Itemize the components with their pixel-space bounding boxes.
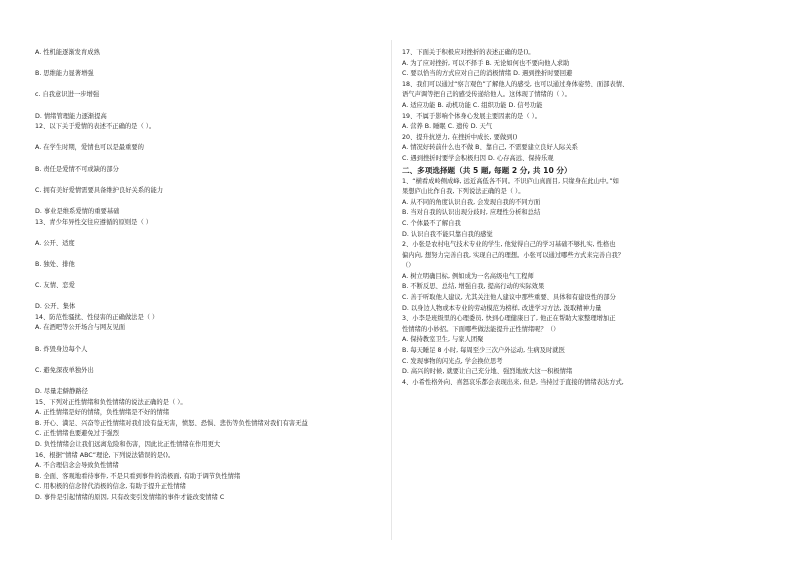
text-line: 1、“横看成岭侧成峰, 远近高低各不同。不识庐山真面目, 只缘身在此山中。”如	[402, 177, 619, 185]
text-line: C. 要以恰当的方式应对自己的消极情绪 D. 遇到挫折时要回避	[402, 70, 573, 78]
text-line: A. 为了应对挫折, 可以不择手 B. 无论如何也不要向他人求助	[402, 59, 570, 67]
text-line	[35, 133, 380, 144]
text-line: C. 善于听取他人建议, 尤其关注他人建议中那些重要、具体和有建设性的部分	[402, 294, 616, 302]
text-line: C. 正性情绪也要避免过于强烈	[35, 430, 119, 438]
text-line: D. 以身边人物或本专业的劳动模范为榜样, 改进学习方法, 汲取精神力量	[402, 304, 602, 312]
text-line: A. 性机能逐渐发育成熟	[35, 49, 100, 56]
text-line: D. 认识自我不能只靠自我的感觉	[402, 230, 493, 238]
text-line: B. 当对自我的认识出现分歧时, 应理性分析和总结	[402, 209, 541, 217]
text-line	[35, 292, 380, 303]
text-line: c. 自我意识进一步增强	[35, 91, 100, 99]
text-line	[35, 270, 380, 281]
text-line	[35, 175, 380, 186]
text-line: 18、我们可以通过“察言观色”了解他人的感受, 也可以通过身体姿势、面部表情、	[402, 80, 629, 88]
text-line: B. 不断反思、总结, 增强自我, 提高行动的实际效果	[402, 283, 545, 291]
text-line: A. 从不同的角度认识自我, 会发现自我的不同方面	[402, 198, 541, 206]
text-line: A. 适应功能 B. 动机功能 C. 组织功能 D. 信号功能	[402, 101, 543, 109]
text-line: D. 事业是维系爱情的重要基础	[35, 207, 120, 215]
text-line	[35, 59, 380, 70]
text-line	[35, 80, 380, 91]
text-line: 17、下面关于积极应对挫折的表述正确的是()。	[402, 49, 535, 56]
text-line: 16、根据“情绪 ABC”理论, 下列说法错误的是()。	[35, 451, 175, 459]
text-line: 语气声调等把自己的感受传递给他人。这体现了情绪的（ ）。	[402, 91, 571, 99]
text-line: D. 事件是引起情绪的原因, 只有改变引发情绪的事件才能改变情绪 C	[35, 493, 225, 501]
text-line: （）	[402, 262, 415, 270]
text-line: D. 尽量走僻静路径	[35, 388, 88, 395]
text-line: C. 避免深夜单独外出	[35, 366, 94, 374]
text-line: A. 情况好转前什么也不做 B、靠自己, 不需要建立良好人际关系	[402, 144, 578, 152]
text-line: C. 遇到挫折时要学会积极归因 D. 心存高远、保持乐观	[402, 154, 554, 162]
text-line	[35, 355, 380, 366]
left-column	[35, 48, 380, 504]
text-line: D. 高兴的时候, 就要让自己充分地、强烈地放大这一积极情绪	[402, 368, 573, 376]
text-line: B. 独处、排他	[35, 260, 75, 268]
text-line: A. 树立明确目标, 例如成为一名高级电气工程师	[402, 272, 534, 280]
text-line	[35, 101, 380, 112]
text-line: 15、下列对正性情绪和负性情绪的说法正确的是（ ）。	[35, 398, 187, 406]
text-line: A. 正性情绪是好的情绪，负性情绪是不好的情绪	[35, 409, 170, 417]
text-line	[35, 249, 380, 260]
text-line: 12、以下关于爱情的表述不正确的是（ ）。	[35, 123, 156, 131]
text-line: 2、小张是农村电气技术专业的学生, 他觉得自己的学习基础不够扎实, 性格也	[402, 241, 616, 249]
text-line: C. 发现事物的闪光点, 学会换位思考	[402, 357, 503, 365]
text-line: B. 思维能力显著增强	[35, 70, 94, 78]
text-line	[35, 376, 380, 387]
text-line: C. 拥有美好爱情需要具备维护良好关系的能力	[35, 186, 164, 194]
text-line: B. 每天睡足 8 小时, 每周至少三次户外运动, 生病及时就医	[402, 347, 565, 355]
text-line: B. 责任是爱情不可或缺的部分	[35, 165, 119, 173]
text-line: D. 负性情绪会让我们远离危险和伤害，因此比正性情绪在作用更大	[35, 440, 221, 448]
column-divider	[391, 40, 392, 540]
text-line: A. 公开、适度	[35, 239, 75, 247]
text-line	[35, 228, 380, 239]
text-line: 性情绪的小妙招。下面哪些做法能提升正性情绪呢？（）	[402, 325, 560, 333]
text-line: B. 炸毁身边每个人	[35, 345, 88, 353]
section-heading: 二、多项选择题（共 5 题, 每题 2 分, 共 10 分）	[402, 165, 572, 175]
text-line: C. 友情、恋爱	[35, 282, 75, 290]
text-line	[35, 196, 380, 207]
text-line: B. 开心、満足、兴奋等正性情绪对我们没有益无害，愤怒、恐惧、悲伤等负性情绪对我们有害无益	[35, 419, 308, 427]
text-line: A. 在酒吧等公开场合与网友见面	[35, 324, 126, 332]
text-line: C. 用积极的信念替代消极的信念, 有助于提升正性情绪	[35, 483, 186, 491]
text-line: 20、提升抗逆力, 在挫折中成长, 要做到()	[402, 133, 518, 141]
text-line	[35, 154, 380, 165]
text-line: 偏内向, 想努力完善自我, 实现自己的理想。小张可以通过哪些方式来完善自我？	[402, 251, 625, 259]
text-line: 3、小李是班级里的心理委员, 快到心理健康日了, 他正在帮助大家整理增加正	[402, 315, 616, 323]
right-column	[402, 48, 777, 388]
text-line: 14、防范性骚扰、性侵害的正确做法是（ ）	[35, 313, 159, 321]
text-line: 4、小希性格外向、喜怒哀乐都会表现出来, 但是, 当持过于直接的情绪表达方式,	[402, 378, 624, 386]
text-line: D. 情绪管理能力逐渐提高	[35, 112, 107, 120]
text-line: A. 不合理信念会导致负性情绪	[35, 462, 119, 470]
text-line: C. 个体最不了解自我	[402, 219, 461, 227]
text-line: A. 营养 B. 睡眠 C. 遗传 D. 天气	[402, 123, 493, 131]
text-line: 19、不属于影响个体身心发展主要因素的是（ ）。	[402, 112, 542, 120]
text-line	[35, 334, 380, 345]
text-line: A. 在学生时期，爱情也可以是最重要的	[35, 144, 144, 152]
text-line: D. 公开、集体	[35, 303, 76, 311]
text-line: A. 保持教室卫生, 与家人团聚	[402, 336, 484, 344]
text-line: 13、青少年异性交往应遵循的原则是（ ）	[35, 218, 153, 226]
text-line: B. 全面、客观地看待事件, 不是只看到事件的消极面, 有助于调节负性情绪	[35, 472, 241, 480]
text-line: 果想庐山比作自我, 下列说法正确的是（ ）。	[402, 188, 525, 196]
